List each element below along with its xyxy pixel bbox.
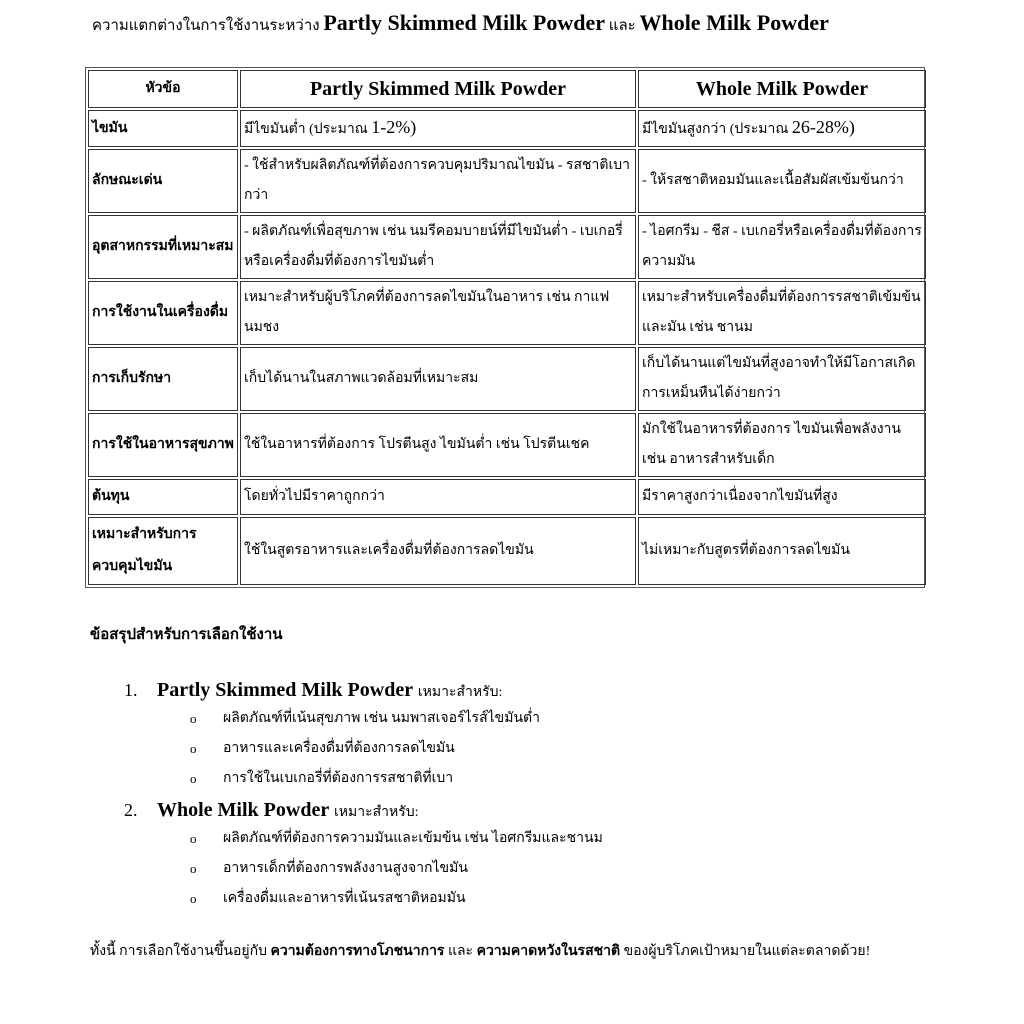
fat-b-text: มีไขมันสูงกว่า (ประมาณ (642, 122, 792, 137)
sub-item-text: อาหารเด็กที่ต้องการพลังงานสูงจากไขมัน (223, 861, 468, 876)
row-topic: การใช้ในอาหารสุขภาพ (88, 413, 238, 477)
sub-item-text: การใช้ในเบเกอรี่ที่ต้องการรสชาติที่เบา (223, 771, 454, 786)
list-item-text (157, 676, 502, 707)
header-topic: หัวข้อ (88, 70, 238, 108)
list-item-suffix: เหมาะสำหรับ: (417, 685, 503, 700)
row-value-a: ใช้ในสูตรอาหารและเครื่องดื่มที่ต้องการลดไขมัน (240, 517, 636, 585)
sub-list-item (0, 766, 1024, 796)
table-row (88, 281, 926, 345)
row-topic: ไขมัน (88, 110, 238, 147)
row-value-a: เก็บได้นานในสภาพแวดล้อมที่เหมาะสม (240, 347, 636, 411)
bullet-icon: o (190, 771, 197, 786)
title-product-a: Partly Skimmed Milk Powder (323, 10, 606, 35)
list-item (0, 796, 1024, 826)
sub-item-text: ผลิตภัณฑ์ที่เน้นสุขภาพ เช่น นมพาสเจอร์ไรส์ไขมันต่ำ (223, 711, 540, 726)
list-number: 1. (124, 680, 138, 700)
list-item-suffix: เหมาะสำหรับ: (333, 805, 419, 820)
row-value-b: - ให้รสชาติหอมมันและเนื้อสัมผัสเข้มข้นกว่า (638, 149, 926, 213)
bullet-icon: o (190, 831, 197, 846)
table-row (88, 110, 926, 147)
row-value-a: เหมาะสำหรับผู้บริโภคที่ต้องการลดไขมันในอาหาร เช่น กาแฟ นมชง (240, 281, 636, 345)
sub-list-item (0, 826, 1024, 856)
bullet-icon: o (190, 741, 197, 756)
row-value-b: - ไอศกรีม - ชีส - เบเกอรี่หรือเครื่องดื่มที่ต้องการความมัน (638, 215, 926, 279)
sub-list-item (0, 886, 1024, 916)
row-value-a: ใช้ในอาหารที่ต้องการ โปรตีนสูง ไขมันต่ำ เช่น โปรตีนเชค (240, 413, 636, 477)
row-value-b (638, 110, 926, 147)
footer-text: ทั้งนี้ การเลือกใช้งานขึ้นอยู่กับ (90, 944, 271, 959)
header-product-b: Whole Milk Powder (638, 70, 926, 108)
table-row (88, 413, 926, 477)
comparison-table (86, 68, 928, 587)
footer-bold-nutrition: ความต้องการทางโภชนาการ (270, 944, 445, 959)
row-value-a: - ใช้สำหรับผลิตภัณฑ์ที่ต้องการควบคุมปริมาณไขมัน - รสชาติเบากว่า (240, 149, 636, 213)
comparison-table-frame (85, 67, 925, 588)
row-topic: ต้นทุน (88, 479, 238, 515)
list-item-text (157, 796, 419, 827)
row-value-b: เหมาะสำหรับเครื่องดื่มที่ต้องการรสชาติเข้มข้นและมัน เช่น ชานม (638, 281, 926, 345)
header-product-a: Partly Skimmed Milk Powder (240, 70, 636, 108)
summary-list (0, 676, 1024, 916)
footer-text: และ (444, 944, 477, 959)
row-topic: อุตสาหกรรมที่เหมาะสม (88, 215, 238, 279)
row-topic: การใช้งานในเครื่องดื่ม (88, 281, 238, 345)
fat-a-number: 1-2%) (371, 117, 417, 137)
row-value-b: มักใช้ในอาหารที่ต้องการ ไขมันเพื่อพลังงาน เช่น อาหารสำหรับเด็ก (638, 413, 926, 477)
title-product-b: Whole Milk Powder (639, 10, 829, 35)
table-header-row (88, 70, 926, 108)
table-row (88, 479, 926, 515)
row-value-a: - ผลิตภัณฑ์เพื่อสุขภาพ เช่น นมรีคอมบายน์ที่มีไขมันต่ำ - เบเกอรี่หรือเครื่องดื่มที่ต้องการไขมันต่ำ (240, 215, 636, 279)
footer-note (90, 940, 870, 962)
bullet-icon: o (190, 861, 197, 876)
list-item (0, 676, 1024, 706)
row-topic: เหมาะสำหรับการควบคุมไขมัน (88, 517, 238, 585)
table-row (88, 347, 926, 411)
bullet-icon: o (190, 711, 197, 726)
sub-item-text: อาหารและเครื่องดื่มที่ต้องการลดไขมัน (223, 741, 455, 756)
row-value-b: ไม่เหมาะกับสูตรที่ต้องการลดไขมัน (638, 517, 926, 585)
sub-list-item (0, 856, 1024, 886)
sub-list-item (0, 736, 1024, 766)
footer-bold-taste: ความคาดหวังในรสชาติ (476, 944, 621, 959)
row-value-a: โดยทั่วไปมีราคาถูกกว่า (240, 479, 636, 515)
sub-item-text: เครื่องดื่มและอาหารที่เน้นรสชาติหอมมัน (223, 891, 466, 906)
table-row (88, 215, 926, 279)
fat-b-number: 26-28%) (791, 117, 855, 137)
list-number: 2. (124, 800, 138, 820)
row-topic: การเก็บรักษา (88, 347, 238, 411)
row-value-a (240, 110, 636, 147)
title-prefix: ความแตกต่างในการใช้งานระหว่าง (92, 18, 320, 34)
table-row (88, 517, 926, 585)
table-row (88, 149, 926, 213)
bullet-icon: o (190, 891, 197, 906)
document-title (92, 10, 829, 37)
summary-heading: ข้อสรุปสำหรับการเลือกใช้งาน (90, 627, 283, 643)
footer-text: ของผู้บริโภคเป้าหมายในแต่ละตลาดด้วย! (620, 944, 871, 959)
title-conjunction: และ (608, 18, 636, 34)
list-item-name: Whole Milk Powder (157, 799, 330, 821)
row-value-b: เก็บได้นานแต่ไขมันที่สูงอาจทำให้มีโอกาสเกิดการเหม็นหืนได้ง่ายกว่า (638, 347, 926, 411)
fat-a-text: มีไขมันต่ำ (ประมาณ (244, 122, 372, 137)
sub-list-item (0, 706, 1024, 736)
row-topic: ลักษณะเด่น (88, 149, 238, 213)
list-item-name: Partly Skimmed Milk Powder (157, 679, 414, 701)
row-value-b: มีราคาสูงกว่าเนื่องจากไขมันที่สูง (638, 479, 926, 515)
sub-item-text: ผลิตภัณฑ์ที่ต้องการความมันและเข้มข้น เช่น ไอศกรีมและชานม (223, 831, 603, 846)
